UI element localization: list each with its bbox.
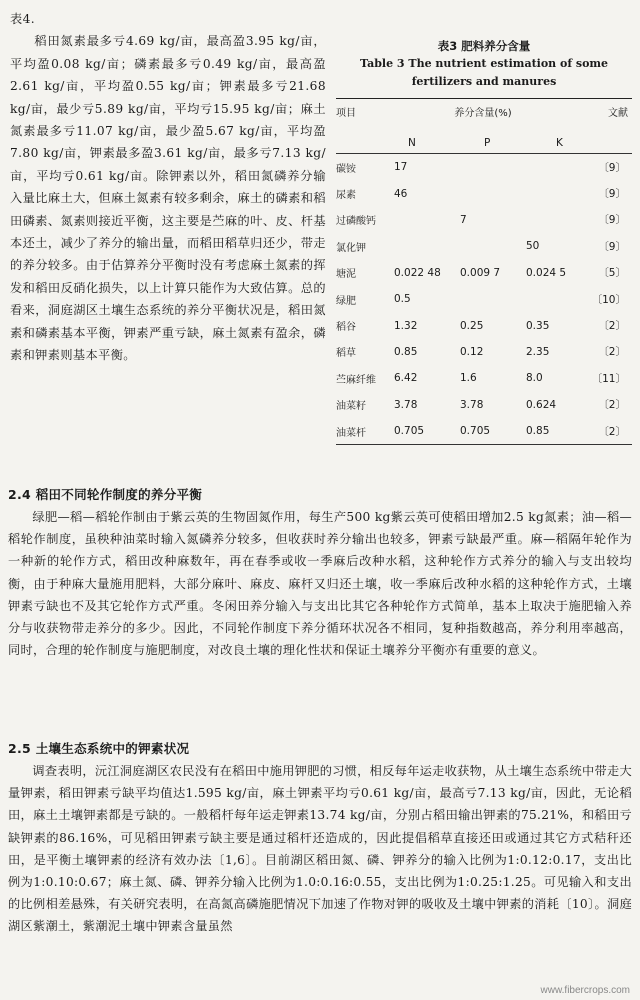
table-row: [336, 339, 632, 365]
row-k: 0.024 5: [526, 266, 567, 279]
row-n: [390, 233, 456, 259]
row-n: 0.022 48: [394, 266, 441, 279]
row-ref: 〔10〕: [591, 293, 626, 306]
row-item: 稻草: [336, 348, 356, 360]
row-k: 0.624: [526, 398, 557, 411]
table-row: [336, 312, 632, 338]
row-ref: 〔9〕: [598, 240, 626, 253]
row-ref: 〔2〕: [598, 425, 626, 438]
row-ref: 〔2〕: [598, 399, 626, 412]
watermark: www.fibercrops.com: [540, 985, 630, 996]
row-k: [522, 154, 588, 180]
table-title-cn: 表3 肥料养分含量: [437, 39, 531, 53]
section-2-4: [8, 484, 632, 661]
row-n: 1.32: [394, 319, 418, 332]
row-ref: 〔9〕: [598, 161, 626, 174]
nutrient-balance-paragraph: 稻田氮素最多亏4.69 kg/亩，最高盈3.95 kg/亩，平均盈0.08 kg/亩；磷素最多亏0.49 kg/亩，最高盈2.61 kg/亩，平均盈0.55 kg/亩；钾素最多亏21.68 kg/亩，最少亏5.89 kg/亩，平均亏15.95 kg/亩；麻土氮素最多亏11.07 kg/亩，最少盈5.67 kg/亩，平均盈7.80 kg/亩，钾素最多盈3.61 kg/亩，最多亏7.13 kg/亩，平均亏0.61 kg/亩。除钾素以外，稻田氮磷养分输入量比麻土大，但麻土氮素有较多剩余，麻土的磷素和稻田磷素、氮素则接近平衡，这主要是苎麻的叶、皮、杆基本还土，减少了养分的输出量，而稻田稻草归还少，带走的养分较多。由于估算养分平衡时没有考虑麻土氮素的挥发和稻田反硝化损失，以上计算只能作为大致估算。总的看来，洞庭湖区土壤生态系统的养分平衡状况是，稻田氮素和磷素基本平衡，钾素严重亏缺，麻土氮素有盈余，磷素和钾素则基本平衡。: [10, 34, 326, 363]
row-ref: 〔9〕: [598, 188, 626, 201]
table-row: [336, 418, 632, 444]
row-k: 2.35: [526, 345, 550, 358]
table-row: [336, 154, 632, 180]
table-reference-line: 表4.: [10, 12, 36, 26]
row-p: 0.12: [460, 345, 484, 358]
row-p: 3.78: [460, 398, 484, 411]
row-item: 油菜杆: [336, 427, 366, 439]
row-item: 绿肥: [336, 295, 356, 307]
row-item: 稻谷: [336, 322, 356, 334]
section-2-5: [8, 738, 632, 938]
row-k: 50: [526, 240, 540, 253]
row-p: 0.25: [460, 319, 484, 332]
row-p: [456, 233, 522, 259]
row-item: 油菜籽: [336, 401, 366, 413]
row-n: 3.78: [394, 398, 418, 411]
left-column-text: [10, 8, 326, 367]
row-ref: 〔11〕: [591, 372, 626, 385]
row-k: [522, 180, 588, 206]
row-p: [456, 154, 522, 180]
table-row: [336, 260, 632, 286]
row-item: 碳铵: [336, 163, 356, 175]
row-n: 0.85: [394, 345, 418, 358]
row-k: 8.0: [526, 372, 543, 385]
header-reference: 文献: [608, 107, 628, 119]
table-header-row2: [336, 123, 632, 149]
row-n: 0.705: [394, 425, 425, 438]
row-ref: 〔5〕: [598, 267, 626, 280]
row-p: 0.705: [460, 425, 491, 438]
table-row: [336, 286, 632, 312]
header-k: K: [556, 137, 563, 149]
row-k: 0.85: [526, 425, 550, 438]
nutrient-table: [336, 38, 632, 445]
header-p: P: [484, 137, 491, 149]
table-title-en-line2: fertilizers and manures: [411, 75, 557, 88]
row-n: 0.5: [394, 293, 411, 306]
row-p: [456, 180, 522, 206]
table-row: [336, 392, 632, 418]
row-n: [390, 207, 456, 233]
row-ref: 〔2〕: [598, 346, 626, 359]
section-2-4-heading: 2.4 稻田不同轮作制度的养分平衡: [8, 487, 203, 502]
table-header-row1: [336, 99, 632, 123]
row-item: 氯化钾: [336, 242, 366, 254]
section-2-5-body: 调查表明，沅江洞庭湖区农民没有在稻田中施用钾肥的习惯，相反每年运走收获物，从土壤生态系统中带走大量钾素，稻田钾素亏缺平均值达1.595 kg/亩，麻土钾素平均亏0.61 kg/亩，最高亏7.13 kg/亩，因此，无论稻田，麻土土壤钾素都是亏缺的。一般稻杆每年运走钾素13.74 kg/亩，分别占稻田输出钾素的75.21%，和稻田亏缺钾素的86.16%，可见稻田钾素亏缺主要是通过稻杆还造成的，因此提倡稻草直接还田或通过其它方式秸秆还田，是平衡土壤钾素的经济有效办法〔1,6〕。目前湖区稻田氮、磷、钾养分的输入比例为1:0.12:0.17，支出比例为1:0.10:0.67；麻土氮、磷、钾养分输入比例为1.0:0.16:0.55，支出比例为1:0.25:1.25。可见输入和支出的比例相差悬殊，有关研究表明，在高氮高磷施肥情况下加速了作物对钾的吸收及土壤中钾素的消耗〔10〕。洞庭湖区紫潮土，紫潮泥土壤中钾素含量虽然: [8, 764, 632, 934]
table-row: [336, 180, 632, 206]
header-n: N: [408, 137, 416, 149]
table-title-en-line1: Table 3 The nutrient estimation of some: [359, 57, 609, 70]
table-row: [336, 233, 632, 259]
row-item: 过磷酸钙: [336, 216, 376, 228]
row-item: 塘泥: [336, 269, 356, 281]
section-2-5-heading: 2.5 土壤生态系统中的钾素状况: [8, 741, 190, 756]
row-n: 46: [394, 187, 408, 200]
row-k: 0.35: [526, 319, 550, 332]
row-p: [456, 286, 522, 312]
table-row: [336, 365, 632, 391]
row-p: 0.009 7: [460, 266, 501, 279]
header-nutrient-group: 养分含量(%): [454, 107, 512, 119]
row-k: [522, 207, 588, 233]
row-n: 6.42: [394, 372, 418, 385]
row-ref: 〔2〕: [598, 320, 626, 333]
row-item: 苎麻纤维: [336, 374, 376, 386]
table-body: [336, 154, 632, 444]
section-2-4-body: 绿肥—稻—稻轮作制由于紫云英的生物固氮作用，每生产500 kg紫云英可使稻田增加2.5 kg氮素；油—稻—稻轮作制度，虽秧种油菜时输入氮磷养分较多，但收获时养分输出也较多，钾素亏缺最严重。麻—稻隔年轮作为一种新的轮作方式，稻田改种麻数年，再在春季或收一季麻后改种水稻，这种轮作方式养分的输入与支出较均衡，由于种麻大量施用肥料，大部分麻叶、麻皮、麻杆又归还土壤，收一季麻后改种水稻的这种轮作方式，土壤钾素亏缺也不及其它轮作方式严重。冬闲田养分输入与支出比其它各种轮作方式简单，基本上取决于施肥输入养分与收获物带走养分的多少。因此，不同轮作制度下养分循环状况各不相同，复种指数越高，养分利用率越高，同时，合理的轮作制度与施肥制度，对改良土壤的理化性状和保证土壤养分平衡亦有重要的意义。: [8, 510, 632, 658]
table-row: [336, 207, 632, 233]
row-p: 1.6: [460, 372, 477, 385]
row-p: 7: [460, 213, 467, 226]
row-k: [522, 286, 588, 312]
table-bottom-rule: [336, 444, 632, 445]
row-ref: 〔9〕: [598, 214, 626, 227]
row-n: 17: [394, 161, 408, 174]
row-item: 尿素: [336, 190, 356, 202]
header-item: 项目: [336, 107, 356, 119]
